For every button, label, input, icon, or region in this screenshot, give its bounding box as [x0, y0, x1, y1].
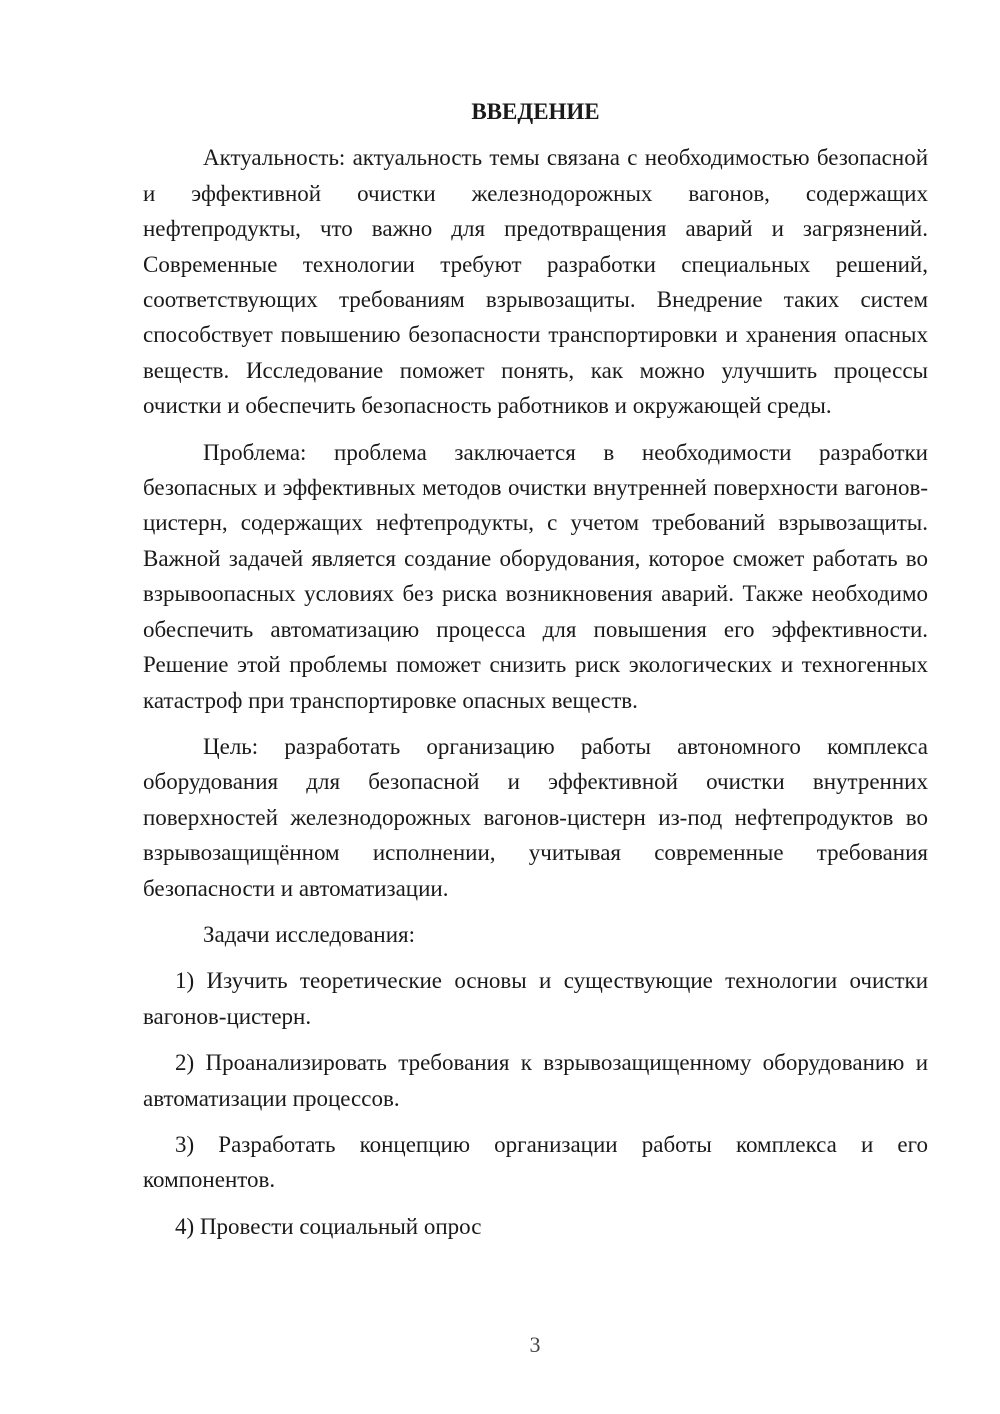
tasks-heading: Задачи исследования:	[203, 921, 416, 947]
page-title: ВВЕДЕНИЕ	[471, 99, 600, 124]
tasks-list	[143, 963, 928, 1244]
task-item: 4) Провести социальный опрос	[175, 1213, 482, 1239]
task-item: 2) Проанализировать требования к взрывозащищенному оборудованию и автоматизации процессов.	[143, 1050, 928, 1111]
task-item: 1) Изучить теоретические основы и существующие технологии очистки вагонов-цистерн.	[143, 968, 928, 1029]
page-number: 3	[529, 1332, 541, 1357]
document-body	[143, 94, 928, 1255]
paragraph-problem: Проблема: проблема заключается в необходимости разработки безопасных и эффективных методов очистки внутренней поверхности вагонов-цистерн, содержащих нефтепродукты, с учетом требований взрывозащиты. Важной задачей является создание оборудования, которое сможет работать во взрывоопасных условиях без риска возникновения аварий. Также необходимо обеспечить автоматизацию процесса для повышения его эффективности. Решение этой проблемы поможет снизить риск экологических и техногенных катастроф при транспортировке опасных веществ.	[143, 439, 928, 713]
paragraph-relevance: Актуальность: актуальность темы связана с необходимостью безопасной и эффективной очистки железнодорожных вагонов, содержащих нефтепродукты, что важно для предотвращения аварий и загрязнений. Современные технологии требуют разработки специальных решений, соответствующих требованиям взрывозащиты. Внедрение таких систем способствует повышению безопасности транспортировки и хранения опасных веществ. Исследование поможет понять, как можно улучшить процессы очистки и обеспечить безопасность работников и окружающей среды.	[143, 145, 928, 419]
task-item: 3) Разработать концепцию организации работы комплекса и его компонентов.	[143, 1131, 928, 1193]
paragraph-goal: Цель: разработать организацию работы автономного комплекса оборудования для безопасной и эффективной очистки внутренних поверхностей железнодорожных вагонов-цистерн из-под нефтепродуктов во взрывозащищённом исполнении, учитывая современные требования безопасности и автоматизации.	[143, 733, 928, 901]
